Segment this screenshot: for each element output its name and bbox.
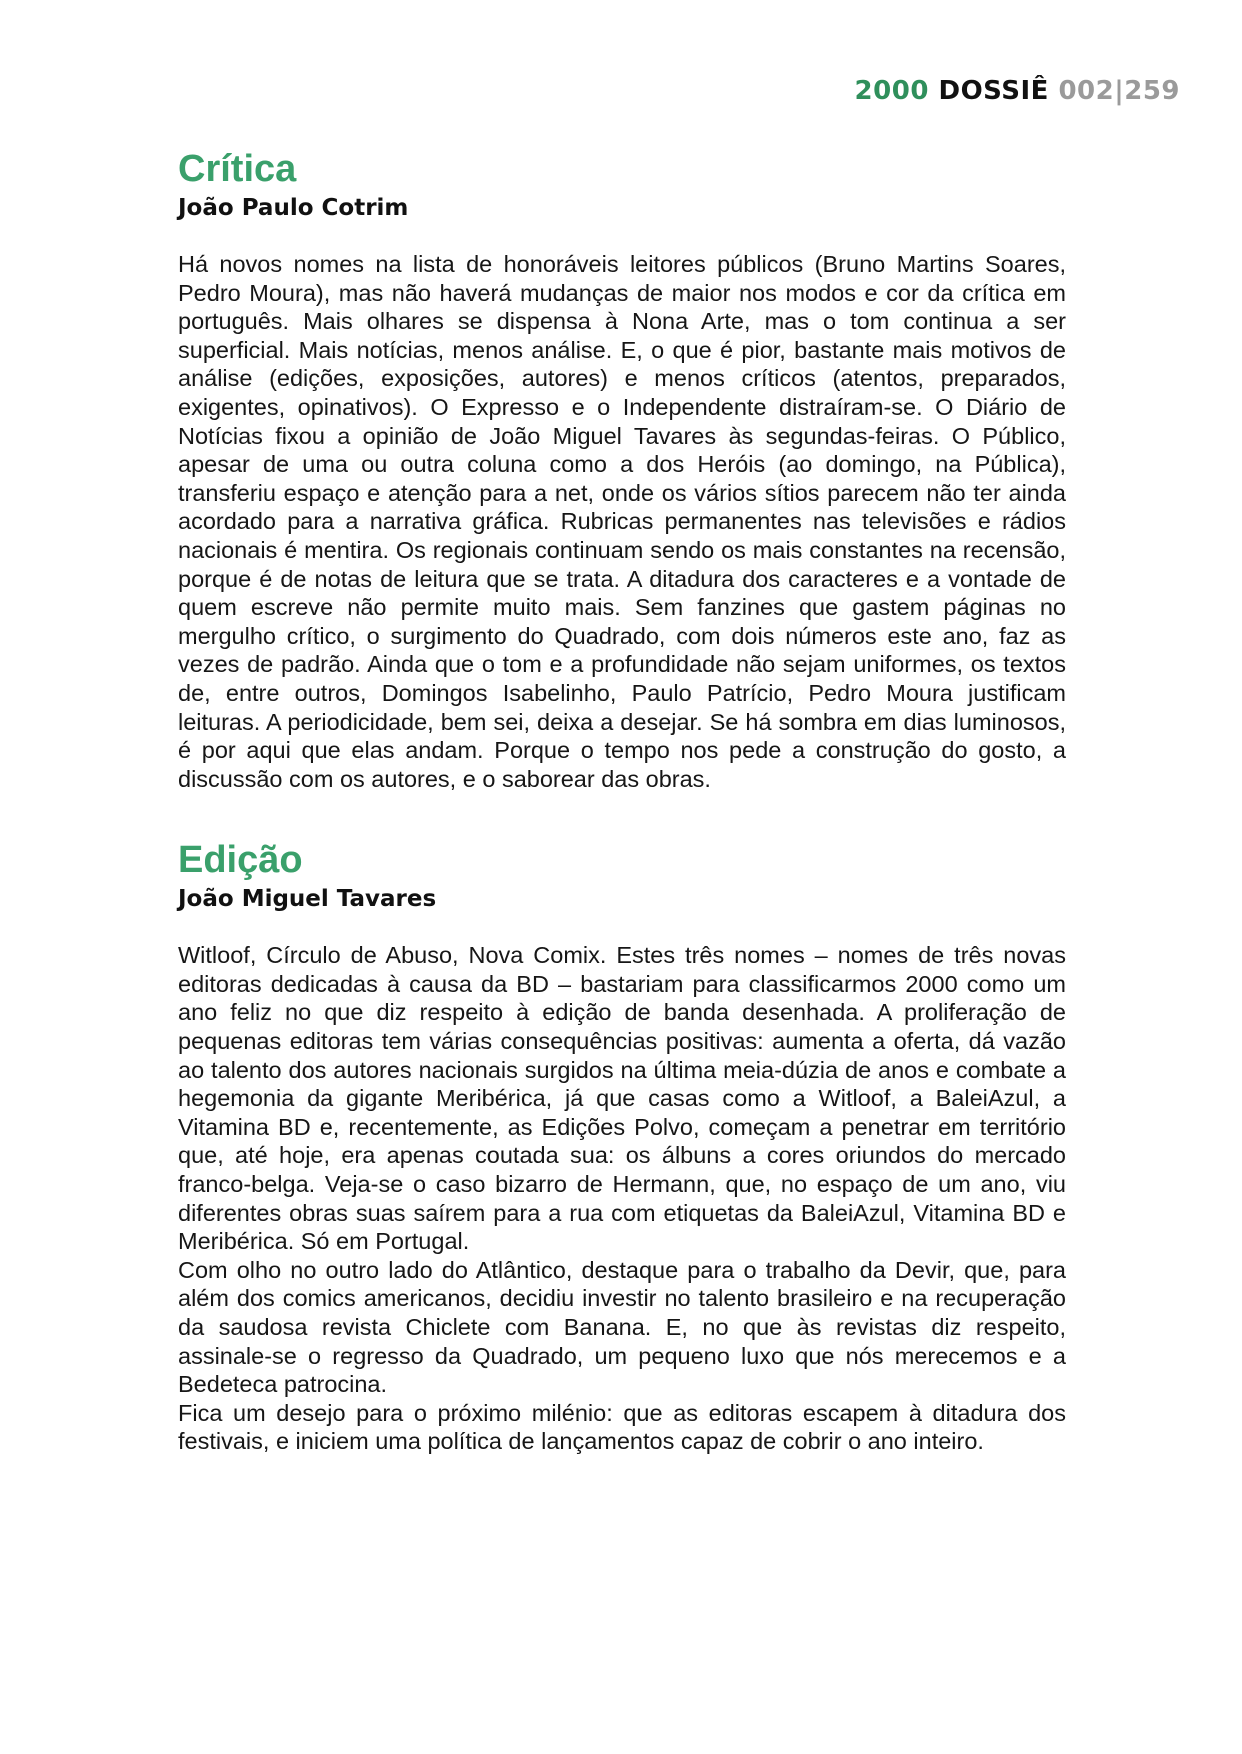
paragraph: Com olho no outro lado do Atlântico, destaque para o trabalho da Devir, que, para além dos comics americanos, decidiu investir no talento brasileiro e na recuperação da saudosa revista Chiclete com Banana. E, no que às revistas diz respeito, assinale-se o regresso da Quadrado, um pequeno luxo que nós merecemos e a Bedeteca patrocina. xyxy=(178,1256,1066,1398)
header-year: 2000 xyxy=(854,76,929,106)
section-edicao xyxy=(178,837,1066,1456)
section-title: Edição xyxy=(178,839,303,882)
section-author: João Miguel Tavares xyxy=(178,886,437,913)
page-header xyxy=(855,76,1180,106)
section-author: João Paulo Cotrim xyxy=(178,195,409,221)
page-content xyxy=(178,146,1066,1456)
header-title: DOSSIÊ xyxy=(938,76,1049,106)
header-page-number: 002|259 xyxy=(1058,76,1180,106)
section-title: Crítica xyxy=(178,148,297,190)
section-critica xyxy=(178,146,1066,793)
paragraph: Witloof, Círculo de Abuso, Nova Comix. Estes três nomes – nomes de três novas editoras dedicadas à causa da BD – bastariam para classificarmos 2000 como um ano feliz no que diz respeito à edição de banda desenhada. A proliferação de pequenas editoras tem várias consequências positivas: aumenta a oferta, dá vazão ao talento dos autores nacionais surgidos na última meia-dúzia de anos e combate a hegemonia da gigante Meribérica, já que casas como a Witloof, a BaleiAzul, a Vitamina BD e, recentemente, as Edições Polvo, começam a penetrar em território que, até hoje, era apenas coutada sua: os álbuns a cores oriundos do mercado franco-belga. Veja-se o caso bizarro de Hermann, que, no espaço de um ano, viu diferentes obras suas saírem para a rua com etiquetas da BaleiAzul, Vitamina BD e Meribérica. Só em Portugal. xyxy=(178,942,1066,1255)
paragraph: Fica um desejo para o próximo milénio: que as editoras escapem à ditadura dos festivais, e iniciem uma política de lançamentos capaz de cobrir o ano inteiro. xyxy=(178,1399,1066,1455)
paragraph: Há novos nomes na lista de honoráveis leitores públicos (Bruno Martins Soares, Pedro Moura), mas não haverá mudanças de maior nos modos e cor da crítica em português. Mais olhares se dispensa à Nona Arte, mas o tom continua a ser superficial. Mais notícias, menos análise. E, o que é pior, bastante mais motivos de análise (edições, exposições, autores) e menos críticos (atentos, preparados, exigentes, opinativos). O Expresso e o Independente distraíram-se. O Diário de Notícias fixou a opinião de João Miguel Tavares às segundas-feiras. O Público, apesar de uma ou outra coluna como a dos Heróis (ao domingo, na Pública), transferiu espaço e atenção para a net, onde os vários sítios parecem não ter ainda acordado para a narrativa gráfica. Rubricas permanentes nas televisões e rádios nacionais é mentira. Os regionais continuam sendo os mais constantes na recensão, porque é de notas de leitura que se trata. A ditadura dos caracteres e a vontade de quem escreve não permite muito mais. Sem fanzines que gastem páginas no mergulho crítico, o surgimento do Quadrado, com dois números este ano, faz as vezes de padrão. Ainda que o tom e a profundidade não sejam uniformes, os textos de, entre outros, Domingos Isabelinho, Paulo Patrício, Pedro Moura justificam leituras. A periodicidade, bem sei, deixa a desejar. Se há sombra em dias luminosos, é por aqui que elas andam. Porque o tempo nos pede a construção do gosto, a discussão com os autores, e o saborear das obras. xyxy=(178,251,1066,792)
